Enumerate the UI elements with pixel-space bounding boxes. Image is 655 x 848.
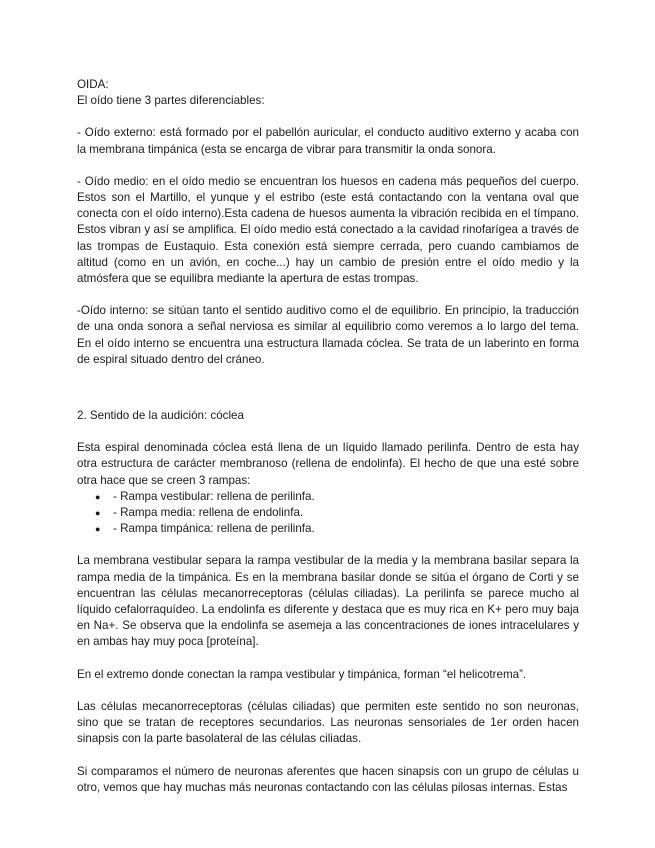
mecanorreceptoras-paragraph: Las células mecanorreceptoras (células ciliadas) que permiten este sentido no son neuronas, sino que se tratan de receptores secundarios. Las neuronas sensoriales de 1er orden hacen sinapsis con la parte basolateral de las células ciliadas. [77, 699, 579, 746]
list-item-text: - Rampa vestibular: rellena de perilinfa. [113, 489, 315, 503]
doc-title: OIDA: [77, 78, 109, 91]
oido-medio-paragraph: - Oído medio: en el oído medio se encuentran los huesos en cadena más pequeños del cuerpo. Estos son el Martillo, el yunque y el estribo (este está contactando con la ventana oval que conecta con el oído interno).Esta cadena de huesos aumenta la vibración recibida en el tímpano. Estos vibran y así se amplifica. El oído medio está conectado a la cavidad rinofarígea a través de las trompas de Eustaquio. Esta conexión está siempre cerrada, pero cuando cambiamos de altitud (como en un avión, en coche...) hay un cambio de presión entre el oído medio y la atmósfera que se equilibra mediante la apertura de estas trompas. [77, 174, 579, 286]
spacer [77, 158, 579, 174]
bullet-icon: ● [95, 491, 101, 502]
bullet-icon: ● [95, 508, 101, 519]
neuronas-paragraph: Si comparamos el número de neuronas aferentes que hacen sinapsis con un grupo de células u otro, vemos que hay muchas más neuronas contactando con las células pilosas internas. Estas [77, 764, 579, 794]
membrana-paragraph: La membrana vestibular separa la rampa vestibular de la media y la membrana basilar separa la rampa media de la timpánica. Es en la membrana basilar donde se sitúa el órgano de Corti y se encuentran las células mecanorreceptoras (células ciliadas). La perilinfa se parece mucho al líquido cefalorraquídeo. La endolinfa es diferente y destaca que es muy rica en K+ pero muy baja en Na+. Se observa que la endolinfa se asemeja a las concentraciones de iones intracelulares y en ambas hay muy poca [proteína]. [77, 554, 579, 649]
helicotrema-paragraph: En el extremo donde conectan la rampa vestibular y timpánica, forman “el helicotrema”. [77, 667, 527, 681]
list-item [77, 489, 579, 505]
document-page [77, 77, 579, 796]
list-item [77, 521, 579, 537]
coclea-paragraph: Esta espiral denominada cóclea está llena de un líquido llamado perilinfa. Dentro de esta hay otra estructura de carácter membranoso (rellena de endolinfa). El hecho de que una esté sobre otra hace que se creen 3 rampas: [77, 441, 579, 487]
list-item [77, 505, 579, 521]
section-heading: 2. Sentido de la audición: cóclea [77, 409, 244, 423]
intro-paragraph: El oído tiene 3 partes diferenciables: [77, 94, 265, 108]
ramps-list [77, 489, 579, 538]
oido-interno-paragraph: -Oído interno: se sitúan tanto el sentido auditivo como el de equilibrio. En principio, la traducción de una onda sonora a señal nerviosa es similar al equilibrio como veremos a lo largo del tema. En el oído interno se encuentra una estructura llamada cóclea. Se trata de un laberinto en forma de espiral situado dentro del cráneo. [77, 304, 579, 366]
bullet-icon: ● [95, 524, 101, 535]
spacer [77, 537, 579, 553]
spacer [77, 651, 579, 667]
spacer [77, 683, 579, 699]
spacer [77, 287, 579, 303]
spacer [77, 368, 579, 392]
spacer [77, 424, 579, 440]
list-item-text: - Rampa timpánica: rellena de perilinfa. [113, 522, 315, 536]
list-item-text: - Rampa media: rellena de endolinfa. [113, 506, 304, 520]
spacer [77, 392, 579, 408]
spacer [77, 748, 579, 764]
oido-externo-paragraph: - Oído externo: está formado por el pabellón auricular, el conducto auditivo externo y acaba con la membrana timpánica (esta se encarga de vibrar para transmitir la onda sonora. [77, 126, 579, 156]
spacer [77, 109, 579, 125]
